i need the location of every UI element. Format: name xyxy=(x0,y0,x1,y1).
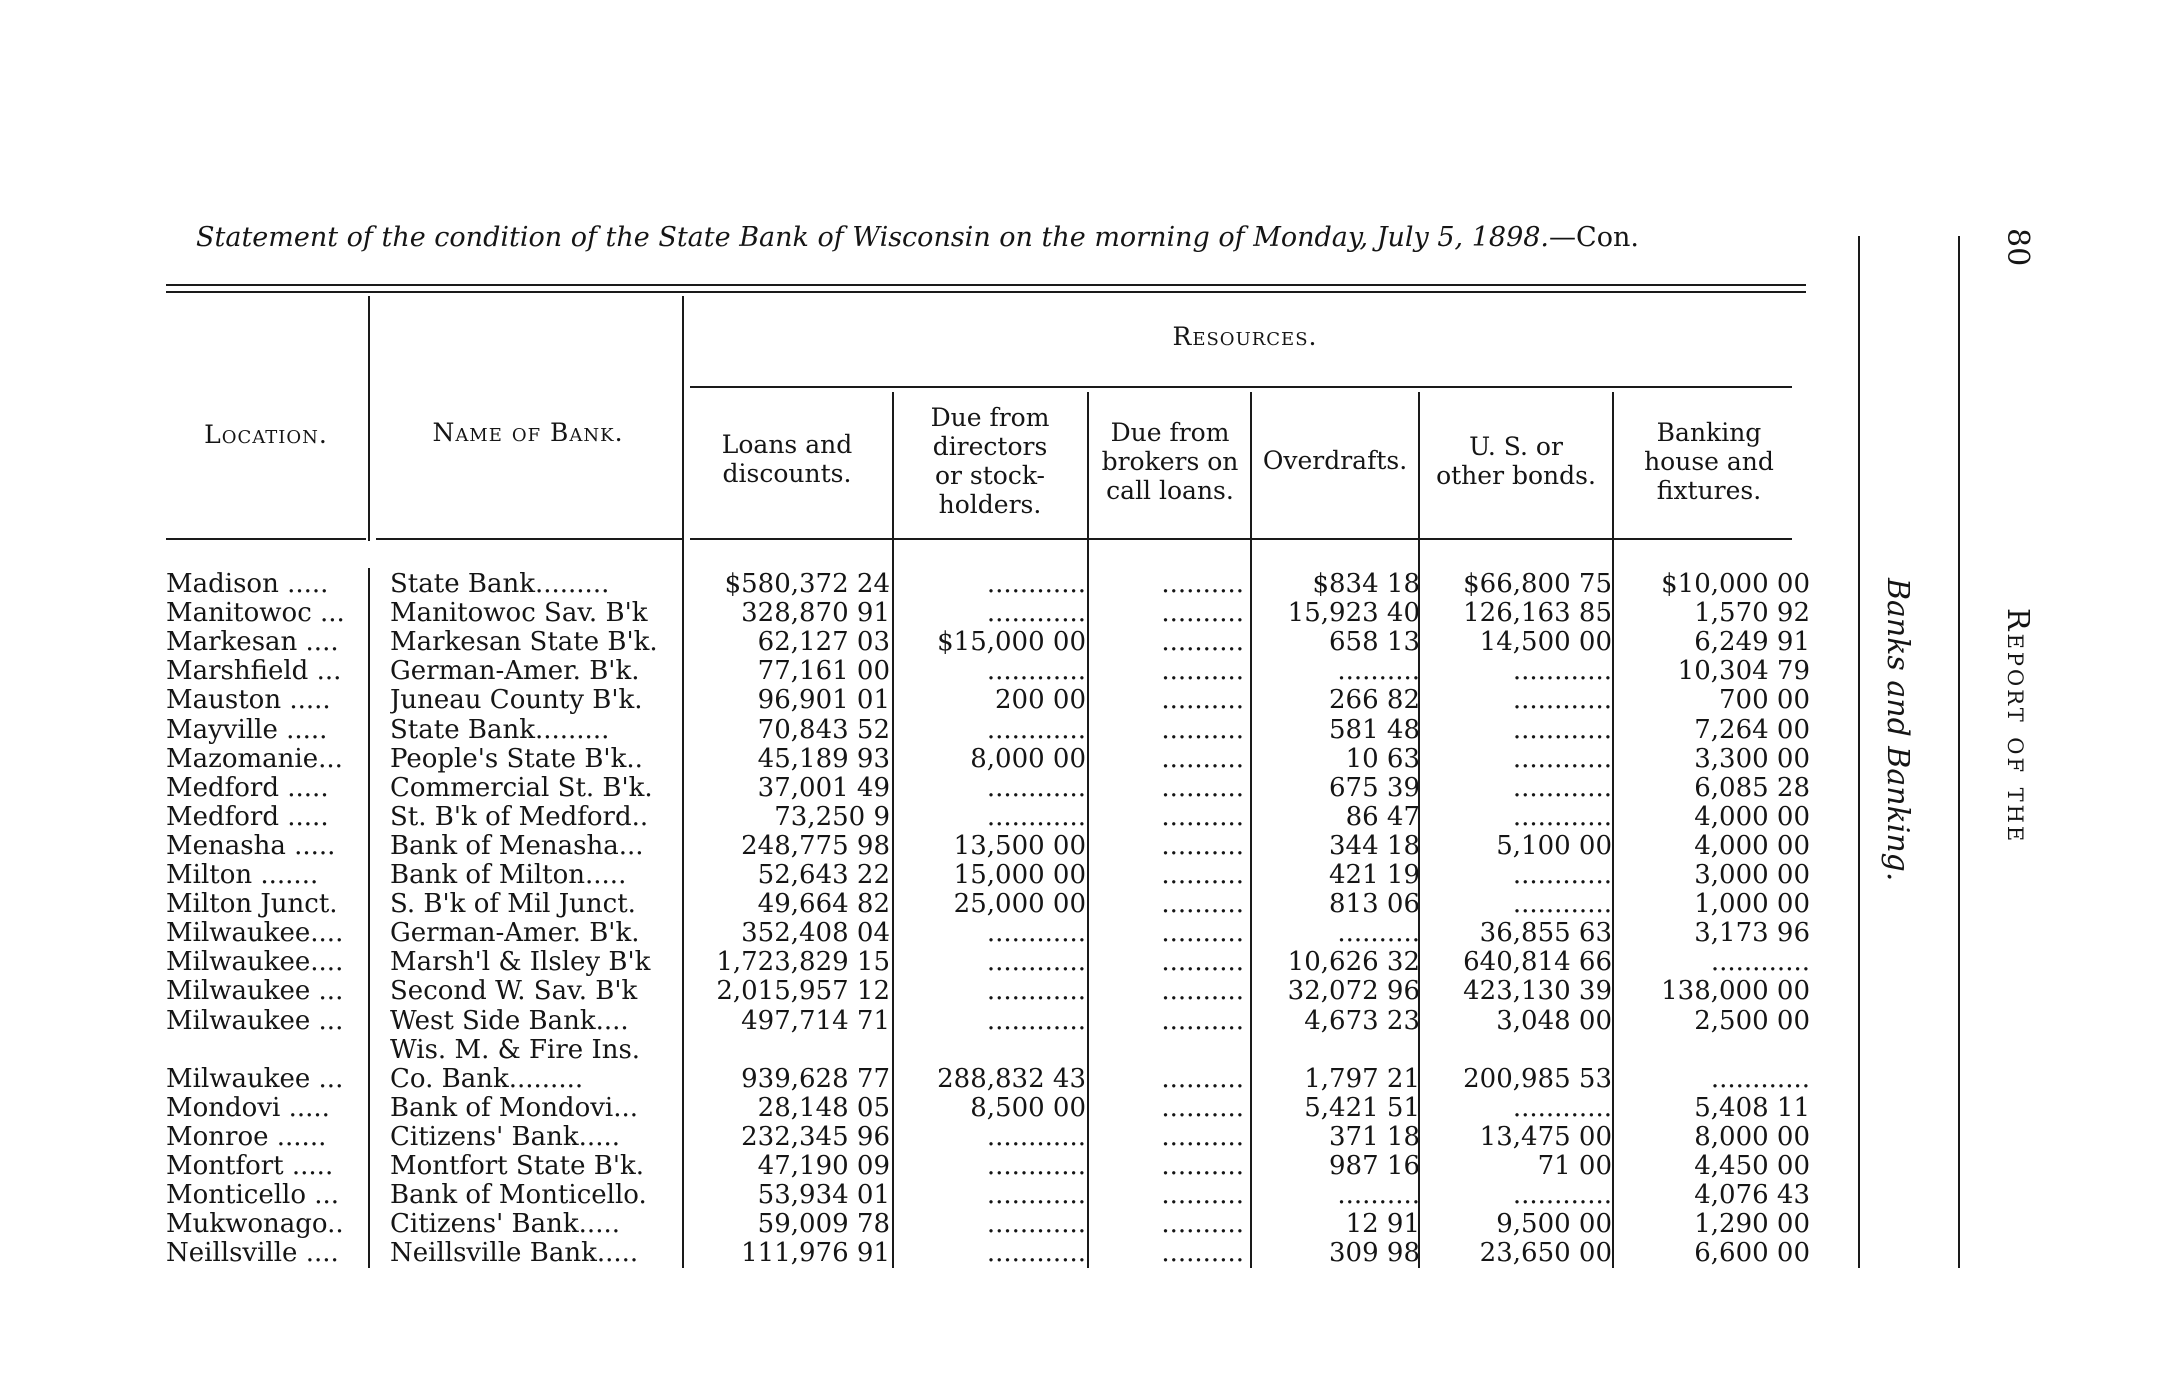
cell-directors: ............ xyxy=(986,1181,1086,1211)
cell-brokers: .......... xyxy=(1161,948,1244,978)
cell-location: Mazomanie... xyxy=(166,744,343,774)
cell-name: Commercial St. B'k. xyxy=(390,773,653,803)
table-row xyxy=(0,1210,1820,1239)
cell-bonds: ............ xyxy=(1512,686,1612,716)
cell-loans: 73,250 9 xyxy=(774,802,890,832)
cell-location: Montfort ..... xyxy=(166,1152,334,1181)
cell-name: Bank of Menasha... xyxy=(390,831,644,861)
cell-bonds: ............ xyxy=(1512,802,1612,832)
cell-brokers: .......... xyxy=(1161,1064,1244,1094)
cell-brokers: .......... xyxy=(1161,686,1244,716)
cell-overdrafts: 15,923 40 xyxy=(1287,599,1420,629)
resources-header: Resources. xyxy=(1172,322,1318,351)
cell-overdrafts: $834 18 xyxy=(1312,570,1420,599)
table-row xyxy=(0,1065,1820,1094)
cell-brokers: .......... xyxy=(1161,1006,1244,1036)
cell-loans: 352,408 04 xyxy=(741,919,890,949)
table-row xyxy=(0,977,1820,1006)
cell-name: St. B'k of Medford.. xyxy=(390,802,649,832)
cell-banking-house: 6,249 91 xyxy=(1694,628,1810,658)
header-rule-resources xyxy=(690,538,1792,540)
cell-bonds: 3,048 00 xyxy=(1496,1006,1612,1036)
directors-header: Due from directors or stock- holders. xyxy=(930,403,1050,519)
cell-loans: 77,161 00 xyxy=(757,657,890,687)
cell-name: Bank of Milton..... xyxy=(390,861,627,890)
cell-directors: ............ xyxy=(986,1006,1086,1036)
cell-overdrafts: 675 39 xyxy=(1329,773,1420,803)
cell-brokers: .......... xyxy=(1161,1093,1244,1123)
cell-directors: ............ xyxy=(986,1210,1086,1240)
cell-banking-house: 4,076 43 xyxy=(1694,1181,1810,1211)
cell-directors: ............ xyxy=(986,657,1086,687)
cell-bonds: 640,814 66 xyxy=(1463,948,1612,978)
cell-name: Second W. Sav. B'k xyxy=(390,977,638,1007)
running-head: Report of the xyxy=(2000,608,2035,845)
cell-banking-house: 6,085 28 xyxy=(1694,773,1810,803)
cell-name: Marsh'l & Ilsley B'k xyxy=(390,948,651,978)
table-row xyxy=(0,1007,1820,1036)
cell-bonds: 5,100 00 xyxy=(1496,831,1612,861)
cell-bonds: $66,800 75 xyxy=(1463,570,1612,599)
cell-overdrafts: 10 63 xyxy=(1345,744,1420,774)
cell-location: Milwaukee ... xyxy=(166,977,344,1007)
cell-name: State Bank......... xyxy=(390,570,610,599)
cell-directors: ............ xyxy=(986,599,1086,629)
top-rule xyxy=(166,284,1806,286)
cell-location: Manitowoc ... xyxy=(166,599,345,629)
cell-bonds: ............ xyxy=(1512,744,1612,774)
cell-overdrafts: 5,421 51 xyxy=(1304,1093,1420,1123)
cell-name: West Side Bank.... xyxy=(390,1006,629,1036)
cell-overdrafts: 86 47 xyxy=(1345,802,1420,832)
cell-banking-house: 138,000 00 xyxy=(1661,977,1810,1007)
cell-bonds: ............ xyxy=(1512,1093,1612,1123)
cell-directors: ............ xyxy=(986,948,1086,978)
cell-banking-house: 4,450 00 xyxy=(1694,1152,1810,1181)
cell-directors: ............ xyxy=(986,773,1086,803)
cell-brokers: .......... xyxy=(1161,570,1244,599)
cell-name: Bank of Mondovi... xyxy=(390,1093,639,1123)
cell-name: Juneau County B'k. xyxy=(390,686,643,716)
cell-overdrafts: 421 19 xyxy=(1329,861,1420,890)
cell-loans: 232,345 96 xyxy=(741,1122,890,1152)
cell-overdrafts: .......... xyxy=(1337,1181,1420,1211)
table-row xyxy=(0,919,1820,948)
table-row xyxy=(0,774,1820,803)
loans-header: Loans and discounts. xyxy=(721,430,853,488)
table-row xyxy=(0,861,1820,890)
cell-bonds: ............ xyxy=(1512,861,1612,890)
cell-location: Mayville ..... xyxy=(166,715,328,745)
cell-loans: 497,714 71 xyxy=(741,1006,890,1036)
cell-location: Neillsville .... xyxy=(166,1239,339,1269)
cell-loans: $580,372 24 xyxy=(724,570,890,599)
cell-banking-house: 1,000 00 xyxy=(1694,890,1810,920)
cell-loans: 939,628 77 xyxy=(741,1064,890,1094)
cell-banking-house: 10,304 79 xyxy=(1677,657,1810,687)
cell-directors: ............ xyxy=(986,1239,1086,1269)
cell-overdrafts: 1,797 21 xyxy=(1304,1064,1420,1094)
cell-overdrafts: .......... xyxy=(1337,919,1420,949)
table-row xyxy=(0,657,1820,686)
cell-directors: ............ xyxy=(986,919,1086,949)
cell-brokers: .......... xyxy=(1161,1122,1244,1152)
cell-banking-house: ............ xyxy=(1710,1064,1810,1094)
cell-bonds: 14,500 00 xyxy=(1479,628,1612,658)
cell-overdrafts: 813 06 xyxy=(1329,890,1420,920)
cell-loans: 49,664 82 xyxy=(757,890,890,920)
cell-bonds: 200,985 53 xyxy=(1463,1064,1612,1094)
cell-loans: 47,190 09 xyxy=(757,1152,890,1181)
cell-directors: 200 00 xyxy=(995,686,1086,716)
cell-location: Medford ..... xyxy=(166,802,329,832)
cell-directors: ............ xyxy=(986,802,1086,832)
cell-brokers: .......... xyxy=(1161,890,1244,920)
cell-overdrafts: 344 18 xyxy=(1329,831,1420,861)
cell-location: Monroe ...... xyxy=(166,1122,327,1152)
cell-bonds: ............ xyxy=(1512,890,1612,920)
cell-overdrafts: 371 18 xyxy=(1329,1122,1420,1152)
cell-name: State Bank......... xyxy=(390,715,610,745)
table-row xyxy=(0,1094,1820,1123)
cell-loans: 52,643 22 xyxy=(757,861,890,890)
bank-name-header: Name of Bank. xyxy=(432,418,624,447)
cell-location: Monticello ... xyxy=(166,1181,340,1211)
cell-name: Wis. M. & Fire Ins. xyxy=(390,1035,641,1065)
cell-loans: 248,775 98 xyxy=(741,831,890,861)
cell-brokers: .......... xyxy=(1161,1239,1244,1269)
cell-location: Menasha ..... xyxy=(166,831,336,861)
cell-name: German-Amer. B'k. xyxy=(390,919,640,949)
cell-location: Mauston ..... xyxy=(166,686,331,716)
cell-location: Mukwonago.. xyxy=(166,1210,344,1240)
cell-banking-house: $10,000 00 xyxy=(1661,570,1810,599)
cell-banking-house: 3,000 00 xyxy=(1694,861,1810,890)
cell-bonds: ............ xyxy=(1512,715,1612,745)
overdrafts-header: Overdrafts. xyxy=(1262,446,1408,475)
table-row xyxy=(0,628,1820,657)
cell-directors: 13,500 00 xyxy=(953,831,1086,861)
cell-name: Bank of Monticello. xyxy=(390,1181,647,1211)
cell-banking-house: 3,300 00 xyxy=(1694,744,1810,774)
cell-loans: 1,723,829 15 xyxy=(716,948,890,978)
cell-banking-house: 5,408 11 xyxy=(1694,1093,1810,1123)
header-rule-name xyxy=(376,538,682,540)
cell-name: Manitowoc Sav. B'k xyxy=(390,599,648,629)
section-title: Banks and Banking. xyxy=(1880,578,1915,882)
cell-brokers: .......... xyxy=(1161,628,1244,658)
table-row xyxy=(0,1239,1820,1268)
cell-overdrafts: .......... xyxy=(1337,657,1420,687)
cell-loans: 45,189 93 xyxy=(757,744,890,774)
cell-bonds: 36,855 63 xyxy=(1479,919,1612,949)
cell-location: Milton ....... xyxy=(166,861,319,890)
cell-banking-house: 700 00 xyxy=(1719,686,1810,716)
cell-brokers: .......... xyxy=(1161,1181,1244,1211)
cell-location: Milwaukee.... xyxy=(166,948,344,978)
cell-banking-house: 6,600 00 xyxy=(1694,1239,1810,1269)
cell-overdrafts: 987 16 xyxy=(1329,1152,1420,1181)
cell-directors: ............ xyxy=(986,1122,1086,1152)
cell-banking-house: 4,000 00 xyxy=(1694,831,1810,861)
cell-name: Neillsville Bank..... xyxy=(390,1239,639,1269)
cell-directors: 15,000 00 xyxy=(953,861,1086,890)
cell-directors: ............ xyxy=(986,977,1086,1007)
right-border-line xyxy=(1858,236,1860,1268)
cell-location: Marshfield ... xyxy=(166,657,342,687)
cell-location: Milwaukee ... xyxy=(166,1064,344,1094)
cell-bonds: ............ xyxy=(1512,657,1612,687)
cell-bonds: 126,163 85 xyxy=(1463,599,1612,629)
cell-directors: 8,000 00 xyxy=(970,744,1086,774)
table-row xyxy=(0,890,1820,919)
cell-bonds: ............ xyxy=(1512,1181,1612,1211)
cell-name: Citizens' Bank..... xyxy=(390,1122,620,1152)
cell-banking-house: 2,500 00 xyxy=(1694,1006,1810,1036)
cell-overdrafts: 581 48 xyxy=(1329,715,1420,745)
cell-loans: 70,843 52 xyxy=(757,715,890,745)
cell-overdrafts: 266 82 xyxy=(1329,686,1420,716)
table-row xyxy=(0,686,1820,715)
cell-brokers: .......... xyxy=(1161,773,1244,803)
cell-overdrafts: 4,673 23 xyxy=(1304,1006,1420,1036)
cell-bonds: 423,130 39 xyxy=(1463,977,1612,1007)
title-main: Statement of the condition of the State Bank of Wisconsin on the morning of Monday, July 5, 1898. xyxy=(196,222,1550,253)
title-continued: —Con. xyxy=(1549,222,1639,253)
cell-brokers: .......... xyxy=(1161,599,1244,629)
cell-overdrafts: 658 13 xyxy=(1329,628,1420,658)
cell-loans: 62,127 03 xyxy=(757,628,890,658)
page-number: 80 xyxy=(2000,228,2035,267)
cell-bonds: ............ xyxy=(1512,773,1612,803)
cell-name: Markesan State B'k. xyxy=(390,628,658,658)
cell-location: Markesan .... xyxy=(166,628,339,658)
table-row xyxy=(0,716,1820,745)
cell-directors: ............ xyxy=(986,570,1086,599)
table-row xyxy=(0,599,1820,628)
cell-loans: 28,148 05 xyxy=(757,1093,890,1123)
table-row xyxy=(0,745,1820,774)
cell-banking-house: 3,173 96 xyxy=(1694,919,1810,949)
cell-brokers: .......... xyxy=(1161,744,1244,774)
cell-loans: 37,001 49 xyxy=(757,773,890,803)
table-row xyxy=(0,803,1820,832)
cell-overdrafts: 10,626 32 xyxy=(1287,948,1420,978)
cell-overdrafts: 32,072 96 xyxy=(1287,977,1420,1007)
cell-banking-house: 8,000 00 xyxy=(1694,1122,1810,1152)
table-row xyxy=(0,1123,1820,1152)
cell-directors: ............ xyxy=(986,1152,1086,1181)
cell-overdrafts: 309 98 xyxy=(1329,1239,1420,1269)
table-row xyxy=(0,832,1820,861)
table-row xyxy=(0,1181,1820,1210)
cell-location: Milton Junct. xyxy=(166,890,338,920)
table-row xyxy=(0,1152,1820,1181)
cell-banking-house: 1,570 92 xyxy=(1694,599,1810,629)
cell-name: German-Amer. B'k. xyxy=(390,657,640,687)
cell-overdrafts: 12 91 xyxy=(1345,1210,1420,1240)
cell-location: Milwaukee.... xyxy=(166,919,344,949)
cell-location: Milwaukee ... xyxy=(166,1006,344,1036)
top-rule-double xyxy=(166,291,1806,293)
cell-brokers: .......... xyxy=(1161,919,1244,949)
cell-bonds: 23,650 00 xyxy=(1479,1239,1612,1269)
cell-bonds: 71 00 xyxy=(1537,1152,1612,1181)
cell-loans: 59,009 78 xyxy=(757,1210,890,1240)
header-rule-location xyxy=(166,538,366,540)
banking-house-header: Banking house and fixtures. xyxy=(1644,418,1774,505)
cell-brokers: .......... xyxy=(1161,831,1244,861)
cell-brokers: .......... xyxy=(1161,977,1244,1007)
table-row xyxy=(0,570,1820,599)
cell-name: Montfort State B'k. xyxy=(390,1152,645,1181)
cell-name: People's State B'k.. xyxy=(390,744,643,774)
cell-brokers: .......... xyxy=(1161,1152,1244,1181)
cell-directors: 288,832 43 xyxy=(937,1064,1086,1094)
cell-brokers: .......... xyxy=(1161,715,1244,745)
cell-brokers: .......... xyxy=(1161,657,1244,687)
cell-bonds: 9,500 00 xyxy=(1496,1210,1612,1240)
cell-name: S. B'k of Mil Junct. xyxy=(390,890,636,920)
table-row xyxy=(0,948,1820,977)
cell-loans: 96,901 01 xyxy=(757,686,890,716)
cell-banking-house: 4,000 00 xyxy=(1694,802,1810,832)
cell-banking-house: ............ xyxy=(1710,948,1810,978)
page-title xyxy=(196,222,1788,253)
cell-loans: 53,934 01 xyxy=(757,1181,890,1211)
cell-directors: 25,000 00 xyxy=(953,890,1086,920)
cell-loans: 328,870 91 xyxy=(741,599,890,629)
cell-brokers: .......... xyxy=(1161,802,1244,832)
cell-banking-house: 1,290 00 xyxy=(1694,1210,1810,1240)
cell-directors: 8,500 00 xyxy=(970,1093,1086,1123)
cell-location: Medford ..... xyxy=(166,773,329,803)
cell-loans: 2,015,957 12 xyxy=(716,977,890,1007)
cell-brokers: .......... xyxy=(1161,861,1244,890)
col-divider xyxy=(368,296,370,541)
cell-directors: $15,000 00 xyxy=(937,628,1086,658)
outer-border-line xyxy=(1958,236,1960,1268)
cell-bonds: 13,475 00 xyxy=(1479,1122,1612,1152)
cell-banking-house: 7,264 00 xyxy=(1694,715,1810,745)
cell-name: Co. Bank......... xyxy=(390,1064,584,1094)
cell-directors: ............ xyxy=(986,715,1086,745)
location-header: Location. xyxy=(204,420,328,449)
cell-loans: 111,976 91 xyxy=(741,1239,890,1269)
cell-location: Mondovi ..... xyxy=(166,1093,330,1123)
cell-brokers: .......... xyxy=(1161,1210,1244,1240)
table-row xyxy=(0,1036,1820,1065)
resources-rule xyxy=(690,386,1792,388)
bonds-header: U. S. or other bonds. xyxy=(1436,432,1596,490)
brokers-header: Due from brokers on call loans. xyxy=(1101,418,1239,505)
cell-location: Madison ..... xyxy=(166,570,329,599)
cell-name: Citizens' Bank..... xyxy=(390,1210,620,1240)
